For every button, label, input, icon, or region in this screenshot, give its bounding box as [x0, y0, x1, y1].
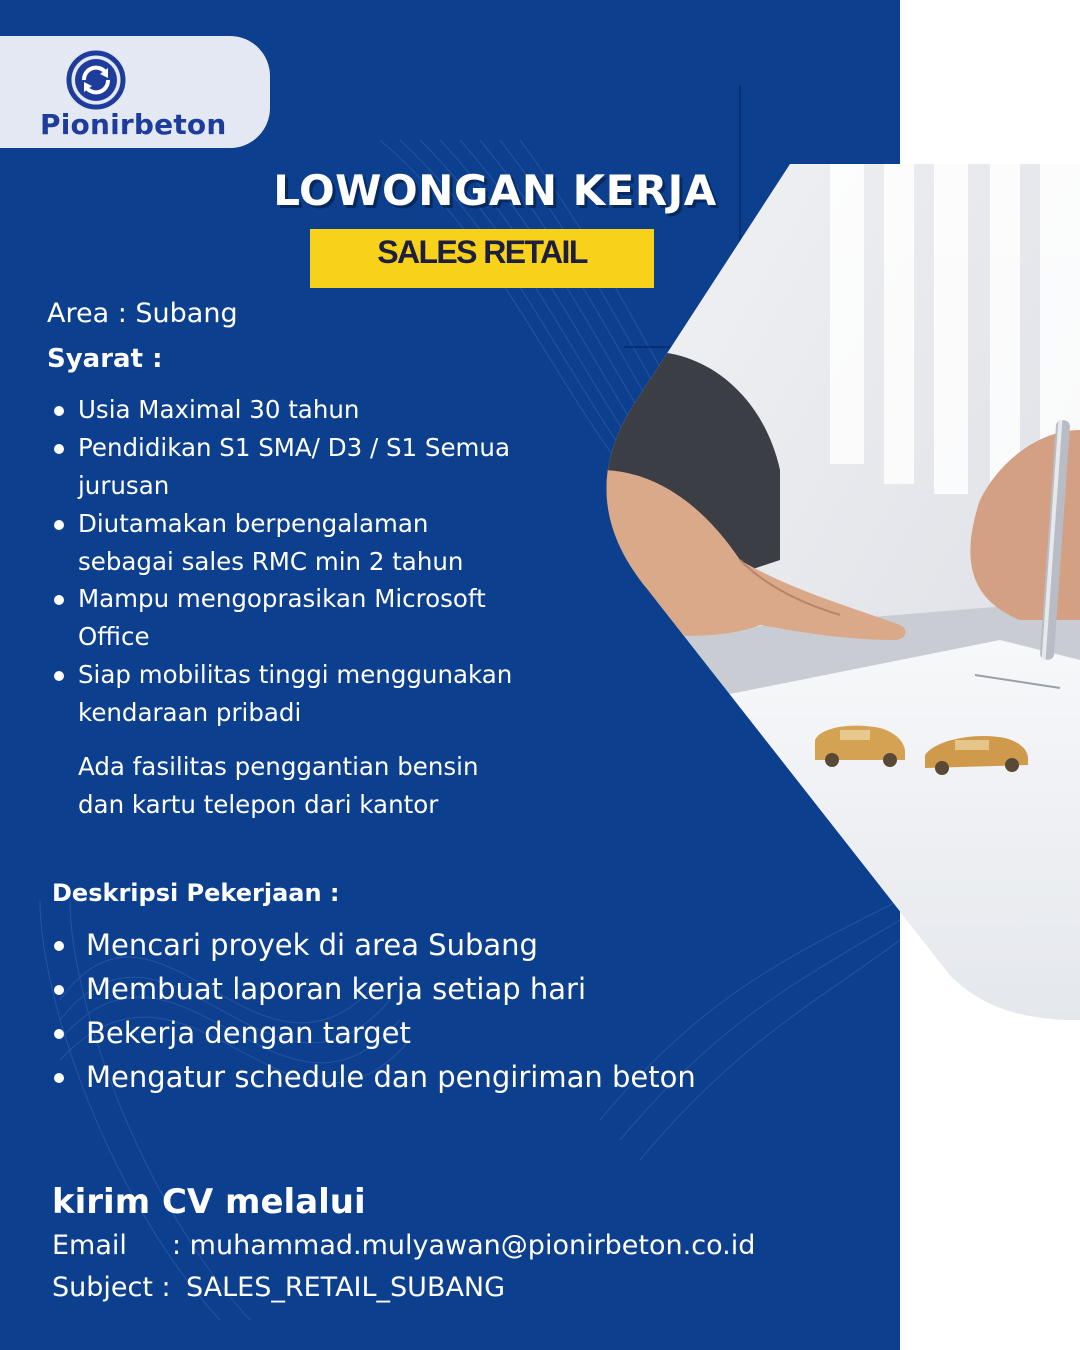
- requirements-heading: Syarat :: [47, 344, 163, 374]
- contact-heading: kirim CV melalui: [52, 1182, 366, 1222]
- bullet-icon: [54, 941, 64, 951]
- bullet-icon: [54, 520, 64, 530]
- bullet-icon: [54, 985, 64, 995]
- bullet-icon: [54, 406, 64, 416]
- headline: LOWONGAN KERJA: [273, 166, 717, 215]
- duty-text: Membuat laporan kerja setiap hari: [86, 972, 587, 1006]
- position-title: SALES RETAIL: [377, 234, 587, 270]
- requirement-line: Office: [78, 622, 150, 651]
- brand-name: Pionirbeton: [40, 108, 227, 141]
- subject-label: Subject :: [52, 1272, 171, 1303]
- requirement-line: Siap mobilitas tinggi menggunakan: [78, 660, 513, 689]
- area-text: Area : Subang: [47, 298, 238, 329]
- description-heading: Deskripsi Pekerjaan :: [52, 879, 340, 907]
- bullet-icon: [54, 1073, 64, 1083]
- requirement-line: jurusan: [78, 471, 170, 500]
- requirement-line: sebagai sales RMC min 2 tahun: [78, 547, 464, 576]
- pionirbeton-logo-icon: [66, 50, 126, 110]
- facility-note-line: Ada fasilitas penggantian bensin: [78, 752, 479, 781]
- facility-note-line: dan kartu telepon dari kantor: [78, 790, 439, 819]
- bullet-icon: [54, 595, 64, 605]
- duty-text: Bekerja dengan target: [86, 1016, 411, 1050]
- email-address[interactable]: : muhammad.mulyawan@pionirbeton.co.id: [172, 1230, 756, 1261]
- requirement-line: Usia Maximal 30 tahun: [78, 395, 360, 424]
- requirement-line: kendaraan pribadi: [78, 698, 302, 727]
- subject-value: SALES_RETAIL_SUBANG: [186, 1272, 506, 1303]
- duty-text: Mengatur schedule dan pengiriman beton: [86, 1060, 696, 1094]
- requirement-line: Mampu mengoprasikan Microsoft: [78, 584, 486, 613]
- bullet-icon: [54, 444, 64, 454]
- email-label: Email: [52, 1230, 127, 1261]
- requirement-line: Pendidikan S1 SMA/ D3 / S1 Semua: [78, 433, 510, 462]
- duty-text: Mencari proyek di area Subang: [86, 928, 538, 962]
- bullet-icon: [54, 671, 64, 681]
- requirement-line: Diutamakan berpengalaman: [78, 509, 429, 538]
- bullet-icon: [54, 1029, 64, 1039]
